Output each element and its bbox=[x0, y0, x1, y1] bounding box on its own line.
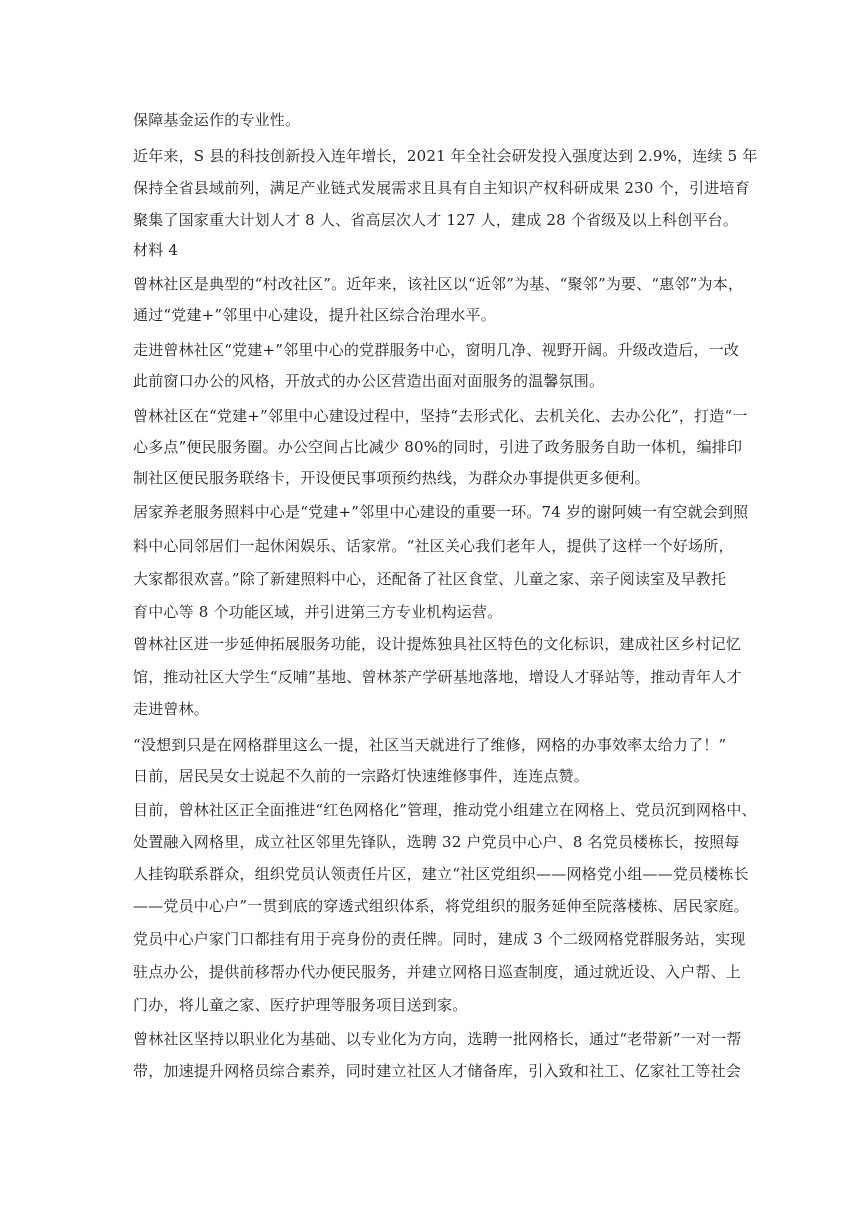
text-line: 曾林社区在“党建+”邻里中心建设过程中，坚持“去形式化、去机关化、去办公化”，打造“一 bbox=[133, 407, 748, 425]
text-line: ——党员中心户”一贯到底的穿透式组织体系，将党组织的服务延伸至院落楼栋、居民家庭。 bbox=[133, 897, 749, 915]
text-line: 心多点”便民服务圈。办公空间占比减少 80%的同时，引进了政务服务自助一体机，编排印 bbox=[133, 438, 743, 456]
text-line: 料中心同邻居们一起休闲娱乐、话家常。“社区关心我们老年人，提供了这样一个好场所， bbox=[133, 537, 734, 555]
text-line: 处置融入网格里，成立社区邻里先锋队，选聘 32 户党员中心户、8 名党员楼栋长，按照每 bbox=[133, 833, 740, 851]
text-line: 居家养老服务照料中心是“党建+”邻里中心建设的重要一环。74 岁的谢阿姨一有空就会到照 bbox=[133, 503, 749, 521]
text-line: 通过“党建+”邻里中心建设，提升社区综合治理水平。 bbox=[133, 306, 496, 324]
text-line: 走进曾林。 bbox=[133, 700, 210, 718]
text-line: 曾林社区是典型的“村改社区”。近年来，该社区以“近邻”为基、“聚邻”为要、“惠邻”为本， bbox=[133, 275, 744, 293]
text-line: 聚集了国家重大计划人才 8 人、省高层次人才 127 人，建成 28 个省级及以上科创平台。 bbox=[133, 211, 739, 229]
text-line: 目前，曾林社区正全面推进“红色网格化”管理，推动党小组建立在网格上、党员沉到网格中、 bbox=[133, 801, 757, 819]
text-line: 馆，推动社区大学生“反哺”基地、曾林茶产学研基地落地，增设人才驿站等，推动青年人才 bbox=[133, 668, 742, 686]
text-line: 曾林社区进一步延伸拓展服务功能，设计提炼独具社区特色的文化标识，建成社区乡村记忆 bbox=[133, 635, 742, 653]
text-line: 党员中心户家门口都挂有用于亮身份的责任牌。同时，建成 3 个二级网格党群服务站，实现 bbox=[133, 930, 746, 948]
section-heading: 材料 4 bbox=[133, 241, 179, 259]
text-line: 人挂钩联系群众，组织党员认领责任片区，建立“社区党组织——网格党小组——党员楼栋长 bbox=[133, 865, 749, 883]
text-line: 保障基金运作的专业性。 bbox=[133, 111, 301, 129]
text-line: 此前窗口办公的风格，开放式的办公区营造出面对面服务的温馨氛围。 bbox=[133, 372, 605, 390]
text-line: 驻点办公，提供前移帮办代办便民服务，并建立网格日巡查制度，通过就近设、入户帮、上 bbox=[133, 963, 742, 981]
text-line: “没想到只是在网格群里这么一提，社区当天就进行了维修，网格的办事效率太给力了！” bbox=[133, 736, 727, 754]
text-line: 保持全省县域前列，满足产业链式发展需求且具有自主知识产权科研成果 230 个，引进培育 bbox=[133, 179, 750, 197]
text-line: 日前，居民吴女士说起不久前的一宗路灯快速维修事件，连连点赞。 bbox=[133, 767, 590, 785]
text-line: 大家都很欢喜。”除了新建照料中心，还配备了社区食堂、儿童之家、亲子阅读室及早教托 bbox=[133, 570, 727, 588]
text-line: 走进曾林社区“党建+”邻里中心的党群服务中心，窗明几净、视野开阔。升级改造后，一改 bbox=[133, 341, 740, 359]
text-line: 制社区便民服务联络卡，开设便民事项预约热线，为群众办事提供更多便利。 bbox=[133, 469, 650, 487]
text-line: 曾林社区坚持以职业化为基础、以专业化为方向，选聘一批网格长，通过“老带新”一对一帮 bbox=[133, 1030, 742, 1048]
text-line: 育中心等 8 个功能区域，并引进第三方专业机构运营。 bbox=[133, 603, 503, 621]
text-line: 近年来，S 县的科技创新投入连年增长，2021 年全社会研发投入强度达到 2.9%，连续 5 年 bbox=[133, 147, 758, 165]
text-line: 带，加速提升网格员综合素养，同时建立社区人才储备库，引入致和社工、亿家社工等社会 bbox=[133, 1062, 742, 1080]
text-line: 门办，将儿童之家、医疗护理等服务项目送到家。 bbox=[133, 996, 468, 1014]
